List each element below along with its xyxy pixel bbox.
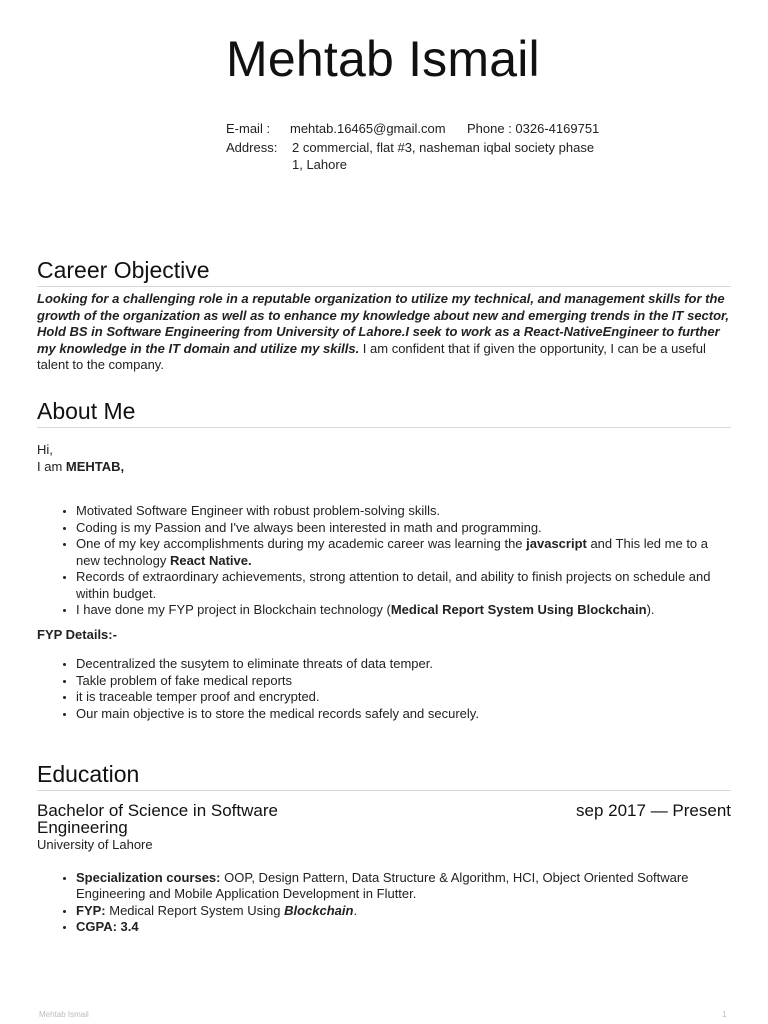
about-intro bbox=[37, 459, 731, 476]
bullet-text: One of my key accomplishments during my academic career was learning the bbox=[76, 536, 527, 551]
address-label: Address: bbox=[226, 140, 278, 155]
bullet-bold: Medical Report System Using Blockchain bbox=[390, 602, 647, 617]
bullet-bold: javascript bbox=[526, 536, 587, 551]
address-value bbox=[292, 139, 602, 173]
about-intro-prefix: I am bbox=[37, 458, 66, 474]
bullet-text: ). bbox=[646, 602, 655, 617]
about-bullet-list bbox=[37, 503, 731, 619]
about-me-section bbox=[37, 398, 731, 722]
about-greeting: Hi, bbox=[37, 442, 53, 457]
cgpa-value: CGPA: 3.4 bbox=[76, 919, 139, 934]
list-item: • Motivated Software Engineer with robust problem-solving skills. bbox=[76, 503, 731, 520]
list-item bbox=[76, 919, 731, 936]
list-item: • Decentralized the susytem to eliminate threats of data temper. bbox=[76, 656, 731, 673]
career-objective-heading: Career Objective bbox=[37, 257, 731, 287]
fyp-details-list bbox=[37, 656, 731, 722]
about-intro-name: MEHTAB, bbox=[65, 458, 125, 474]
bullet-text: I have done my FYP project in Blockchain technology ( bbox=[76, 602, 391, 617]
contact-block bbox=[226, 120, 602, 173]
detail-text: Medical Report System Using bbox=[105, 902, 285, 918]
list-item bbox=[76, 903, 731, 920]
school-name: University of Lahore bbox=[37, 837, 153, 852]
list-item: • Records of extraordinary achievements, strong attention to detail, and ability to finish projects on schedule and within budget. bbox=[76, 569, 731, 602]
education-heading: Education bbox=[37, 761, 731, 791]
address-line-1: 2 commercial, flat #3, nasheman iqbal society phase bbox=[292, 140, 595, 155]
degree-title: Bachelor of Science in Software Engineering bbox=[37, 801, 278, 837]
list-item bbox=[76, 870, 731, 903]
detail-label: FYP: bbox=[76, 902, 106, 918]
address-line-2: 1, Lahore bbox=[292, 157, 347, 172]
address-row bbox=[226, 139, 602, 173]
education-dates: sep 2017 — Present bbox=[576, 801, 731, 820]
about-me-heading: About Me bbox=[37, 398, 731, 428]
candidate-name: Mehtab Ismail bbox=[226, 31, 540, 87]
career-objective-text bbox=[37, 291, 731, 374]
career-objective-plain: I am confident that if given the opportunity, I can be a useful talent to the company. bbox=[37, 340, 706, 372]
phone-value: Phone : 0326-4169751 bbox=[467, 121, 600, 136]
education-details-list bbox=[37, 870, 731, 936]
list-item: • Coding is my Passion and I've always been interested in math and programming. bbox=[76, 520, 731, 537]
email-label: E-mail : bbox=[226, 121, 271, 136]
list-item: • Our main objective is to store the medical records safely and securely. bbox=[76, 706, 731, 723]
footer-page-number: 1 bbox=[722, 1010, 727, 1019]
career-objective-section bbox=[37, 257, 731, 374]
email-phone-row bbox=[226, 120, 602, 137]
list-item bbox=[76, 536, 731, 569]
education-section bbox=[37, 761, 731, 936]
detail-text: . bbox=[353, 902, 358, 918]
list-item bbox=[76, 602, 731, 619]
career-objective-emphasis: Looking for a challenging role in a reputable organization to utilize my technical, and management skills for the growth of the organization as well as to enhance my knowledge about new and emerging trends in the IT sector, Hold BS in Software Engineering from University of Lahore.I seek to work as a React-NativeEngineer to further my knowledge in the IT domain and utilize my skills. bbox=[37, 291, 729, 356]
list-item: • it is traceable temper proof and encrypted. bbox=[76, 689, 731, 706]
bullet-text: and This led me to a new technology bbox=[76, 536, 709, 568]
footer-name: Mehtab Ismail bbox=[39, 1010, 89, 1019]
detail-emphasis: Blockchain bbox=[284, 902, 354, 918]
email-value: mehtab.16465@gmail.com bbox=[290, 121, 446, 136]
list-item: • Takle problem of fake medical reports bbox=[76, 673, 731, 690]
detail-label: Specialization courses: bbox=[76, 869, 221, 885]
bullet-bold: React Native. bbox=[169, 552, 252, 568]
fyp-details-heading: FYP Details:- bbox=[37, 626, 117, 642]
detail-text: OOP, Design Pattern, Data Structure & Algorithm, HCI, Object Oriented Software Engineering and Mobile Application Development in Flutter. bbox=[76, 869, 689, 901]
education-entry-header bbox=[37, 802, 731, 836]
